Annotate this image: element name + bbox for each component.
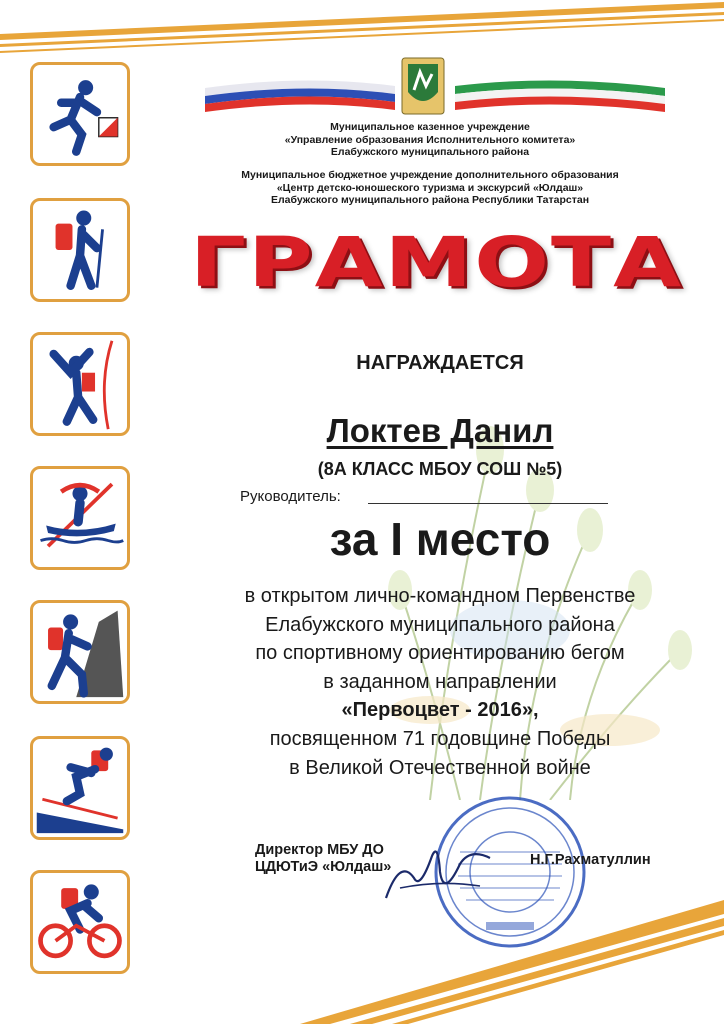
org2-line1: Муниципальное бюджетное учреждение дополнительного образования	[241, 169, 619, 181]
director-title-line1: Директор МБУ ДО	[255, 842, 384, 858]
description-line4: в заданном направлении	[323, 670, 557, 693]
org2-line2: «Центр детско-юношеского туризма и экскурсий «Юлдаш»	[276, 181, 584, 194]
mountain-hiker-icon	[30, 600, 130, 704]
organization-header-1	[220, 121, 640, 159]
org1-line1: Муниципальное казенное учреждение	[330, 121, 530, 133]
description-line3: по спортивному ориентированию бегом	[255, 642, 625, 665]
director-signature	[380, 828, 500, 908]
director-title	[255, 842, 391, 876]
coat-of-arms-icon	[398, 56, 448, 116]
top-stripes	[0, 0, 724, 60]
description-line7: в Великой Отечественной войне	[289, 756, 591, 779]
description-line1: в открытом лично-командном Первенстве	[244, 585, 636, 607]
org1-line2: «Управление образования Исполнительного комитета»	[284, 133, 576, 146]
recipient-class: (8А КЛАСС МБОУ СОШ №5)	[317, 459, 563, 479]
description-line2: Елабужского муниципального района	[265, 613, 615, 636]
orienteering-runner-icon	[30, 62, 130, 166]
awarded-label: НАГРАЖДАЕТСЯ	[356, 352, 524, 374]
award-description	[170, 582, 710, 782]
recipient-name: Локтев Данил	[326, 412, 554, 449]
event-name: «Первоцвет - 2016»,	[341, 699, 539, 722]
climber-icon	[30, 332, 130, 436]
place-award: за I место	[329, 513, 551, 565]
leader-label: Руководитель:	[240, 488, 341, 505]
organization-header-2	[210, 169, 650, 207]
cyclist-icon	[30, 870, 130, 974]
org2-line3: Елабужского муниципального района Республики Татарстан	[270, 194, 590, 206]
kayak-icon	[30, 466, 130, 570]
certificate-title: ГРАМОТА	[190, 222, 684, 303]
director-title-line2: ЦДЮТиЭ «Юлдаш»	[255, 859, 392, 875]
director-name: Н.Г.Рахматуллин	[530, 852, 651, 868]
hiker-icon	[30, 198, 130, 302]
leader-blank-line	[368, 503, 608, 504]
description-line6: посвященном 71 годовщине Победы	[269, 727, 611, 750]
skier-icon	[30, 736, 130, 840]
org1-line3: Елабужского муниципального района	[330, 146, 530, 158]
